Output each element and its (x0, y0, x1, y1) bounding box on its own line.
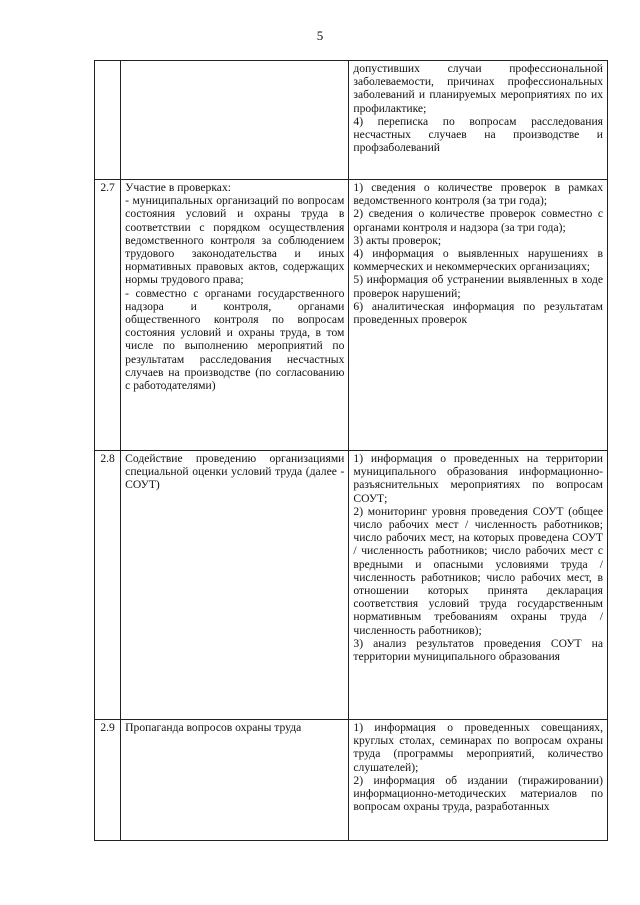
page-number: 5 (316, 28, 324, 43)
activity-item: Пропаганда вопросов охраны труда (125, 721, 302, 734)
document-item: 1) информация о проведенных на территории муниципального образования информационно-разъяснительных мероприятиях по вопросам СОУТ; (353, 452, 603, 505)
documents-cell (349, 180, 608, 451)
activity-item: - муниципальных организаций по вопросам состояния условий и охраны труда в соответствии с порядком осуществления ведомственного контроля за соблюдением трудового законодательства и иных нормативных правовых актов, содержащих нормы трудового права; (125, 194, 345, 287)
activity-item: Участие в проверках: (125, 181, 231, 194)
table-row (95, 451, 608, 720)
document-item: 3) акты проверок; (353, 233, 442, 247)
document-item: 2) информация об издании (тиражировании) информационно-методических материалов по вопросам охраны труда, разработанных (353, 773, 603, 814)
document-item: 2) сведения о количестве проверок совместно с органами контроля и надзора (за три года); (353, 207, 603, 234)
document-item: допустивших случаи профессиональной заболеваемости, причинах профессиональных заболеваний и планируемых мероприятиях по их профилактике; (353, 62, 603, 115)
row-number: 2.8 (95, 451, 121, 720)
activity-cell (121, 61, 349, 180)
document-item: 4) информация о выявленных нарушениях в коммерческих и некоммерческих организациях; (353, 247, 603, 274)
activity-cell (121, 451, 349, 720)
activity-cell (121, 180, 349, 451)
document-item: 5) информация об устранении выявленных в ходе проверок нарушений; (353, 273, 603, 300)
document-item: 4) переписка по вопросам расследования несчастных случаев на производстве и профзаболеваний (353, 114, 603, 155)
document-table (94, 60, 608, 841)
table-row (95, 720, 608, 841)
activity-cell (121, 720, 349, 841)
row-number (95, 61, 121, 180)
documents-cell (349, 451, 608, 720)
documents-cell (349, 720, 608, 841)
activity-item: - совместно с органами государственного надзора и контроля, органами общественного контроля по вопросам состояния условий и охраны труда, в том числе по выполнению мероприятий по результатам расследования несчастных случаев на производстве (по согласованию с работодателями) (125, 286, 345, 393)
documents-cell (349, 61, 608, 180)
table-row (95, 180, 608, 451)
document-item: 3) анализ результатов проведения СОУТ на территории муниципального образования (353, 636, 603, 664)
document-item: 1) сведения о количестве проверок в рамках ведомственного контроля (за три года); (353, 181, 603, 208)
document-item: 1) информация о проведенных совещаниях, круглых столах, семинарах по вопросам охраны труда (программы мероприятий, количество слушателей); (353, 721, 603, 774)
document-item: 2) мониторинг уровня проведения СОУТ (общее число рабочих мест / численность работников; число рабочих мест, на которых проведена СОУТ / численность работников; число рабочих мест с вредными и опасными условиями труда / численность работников; число рабочих мест, в отношении которых принята декларация соответствия условий труда государственным нормативным требованиям охраны труда / численность работников); (353, 504, 603, 637)
table-row (95, 61, 608, 180)
row-number: 2.7 (95, 180, 121, 451)
activity-item: Содействие проведению организациями специальной оценки условий труда (далее - СОУТ) (125, 452, 345, 492)
row-number: 2.9 (95, 720, 121, 841)
document-item: 6) аналитическая информация по результатам проведенных проверок (353, 299, 603, 327)
